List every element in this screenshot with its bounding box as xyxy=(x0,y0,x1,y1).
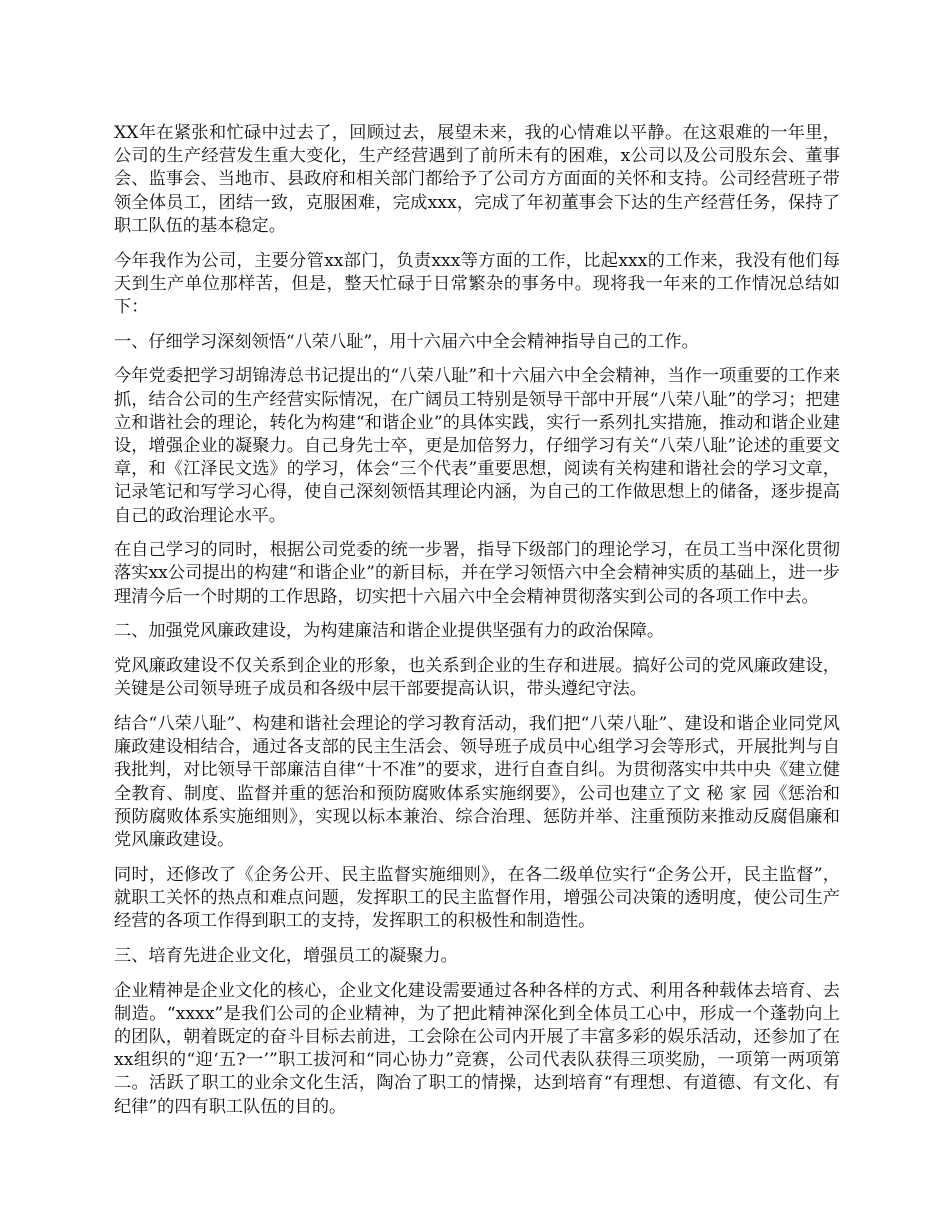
document-page xyxy=(114,122,840,1130)
section-heading-2: 二、加强党风廉政建设，为构建廉洁和谐企业提供坚强有力的政治保障。 xyxy=(114,621,665,642)
paragraph-education: 结合“八荣八耻”、构建和谐社会理论的学习教育活动，我们把“八荣八耻”、建设和谐企业同党风廉政建设相结合，通过各支部的民主生活会、领导班子成员中心组学习会等形式，开展批判与自我批判，对比领导干部廉洁自律“十不准”的要求，进行自查自纠。为贯彻落实中共中央《建立健全教育、制度、监督并重的惩治和预防腐败体系实施纲要》，公司也建立了文 秘 家 园《惩治和预防腐败体系实施细则》，实现以标本兼治、综合治理、惩防并举、注重预防来推动反腐倡廉和党风廉政建设。 xyxy=(114,713,840,850)
section-heading-1: 一、仔细学习深刻领悟“八荣八耻”，用十六届六中全会精神指导自己的工作。 xyxy=(114,331,699,352)
paragraph-role: 今年我作为公司，主要分管xx部门，负责xxx等方面的工作，比起xxx的工作来，我没有他们每天到生产单位那样苦，但是，整天忙碌于日常繁杂的事务中。现将我一年来的工作情况总结如下： xyxy=(114,250,840,317)
paragraph-culture: 企业精神是企业文化的核心，企业文化建设需要通过各种各样的方式、利用各种载体去培育、去制造。“xxxx”是我们公司的企业精神，为了把此精神深化到全体员工心中，形成一个蓬勃向上的团队，朝着既定的奋斗目标去前进，工会除在公司内开展了丰富多彩的娱乐活动，还参加了在xx组织的“迎‘五?一’”职工拔河和“同心协力”竞赛，公司代表队获得三项奖励，一项第一两项第二。活跃了职工的业余文化生活，陶冶了职工的情操，达到培育“有理想、有道德、有文化、有纪律”的四有职工队伍的目的。 xyxy=(114,980,840,1117)
paragraph-intro: XX年在紧张和忙碌中过去了，回顾过去，展望未来，我的心情难以平静。在这艰难的一年里，公司的生产经营发生重大变化，生产经营遇到了前所未有的困难，x公司以及公司股东会、董事会、监事会、当地市、县政府和相关部门都给予了公司方方面面的关怀和支持。公司经营班子带领全体员工，团结一致，克服困难，完成xxx，完成了年初董事会下达的生产经营任务，保持了职工队伍的基本稳定。 xyxy=(114,123,840,236)
paragraph-integrity: 党风廉政建设不仅关系到企业的形象，也关系到企业的生存和进展。搞好公司的党风廉政建设，关键是公司领导班子成员和各级中层干部要提高认识，带头遵纪守法。 xyxy=(114,656,840,700)
paragraph-guidance: 在自己学习的同时，根据公司党委的统一步署，指导下级部门的理论学习，在员工当中深化贯彻落实xx公司提出的构建“和谐企业”的新目标，并在学习领悟六中全会精神实质的基础上，进一步理清今后一个时期的工作思路，切实把十六届六中全会精神贯彻落实到公司的各项工作中去。 xyxy=(114,540,840,607)
section-heading-3: 三、培育先进企业文化，增强员工的凝聚力。 xyxy=(114,945,458,966)
paragraph-study: 今年党委把学习胡锦涛总书记提出的“八荣八耻”和十六届六中全会精神，当作一项重要的工作来抓，结合公司的生产经营实际情况，在广阔员工特别是领导干部中开展“八荣八耻”的学习；把建立和谐社会的理论，转化为构建“和谐企业”的具体实践，实行一系列扎实措施，推动和谐企业建设，增强企业的凝聚力。自己身先士卒，更是加倍努力，仔细学习有关“八荣八耻”论述的重要文章，和《江泽民文选》的学习，体会“三个代表”重要思想，阅读有关构建和谐社会的学习文章，记录笔记和写学习心得，使自己深刻领悟其理论内涵，为自己的工作做思想上的储备，逐步提高自己的政治理论水平。 xyxy=(114,366,840,526)
paragraph-disclosure: 同时，还修改了《企务公开、民主监督实施细则》，在各二级单位实行“企务公开，民主监督”，就职工关怀的热点和难点问题，发挥职工的民主监督作用，增强公司决策的透明度，使公司生产经营的各项工作得到职工的支持，发挥职工的积极性和制造性。 xyxy=(114,864,840,932)
